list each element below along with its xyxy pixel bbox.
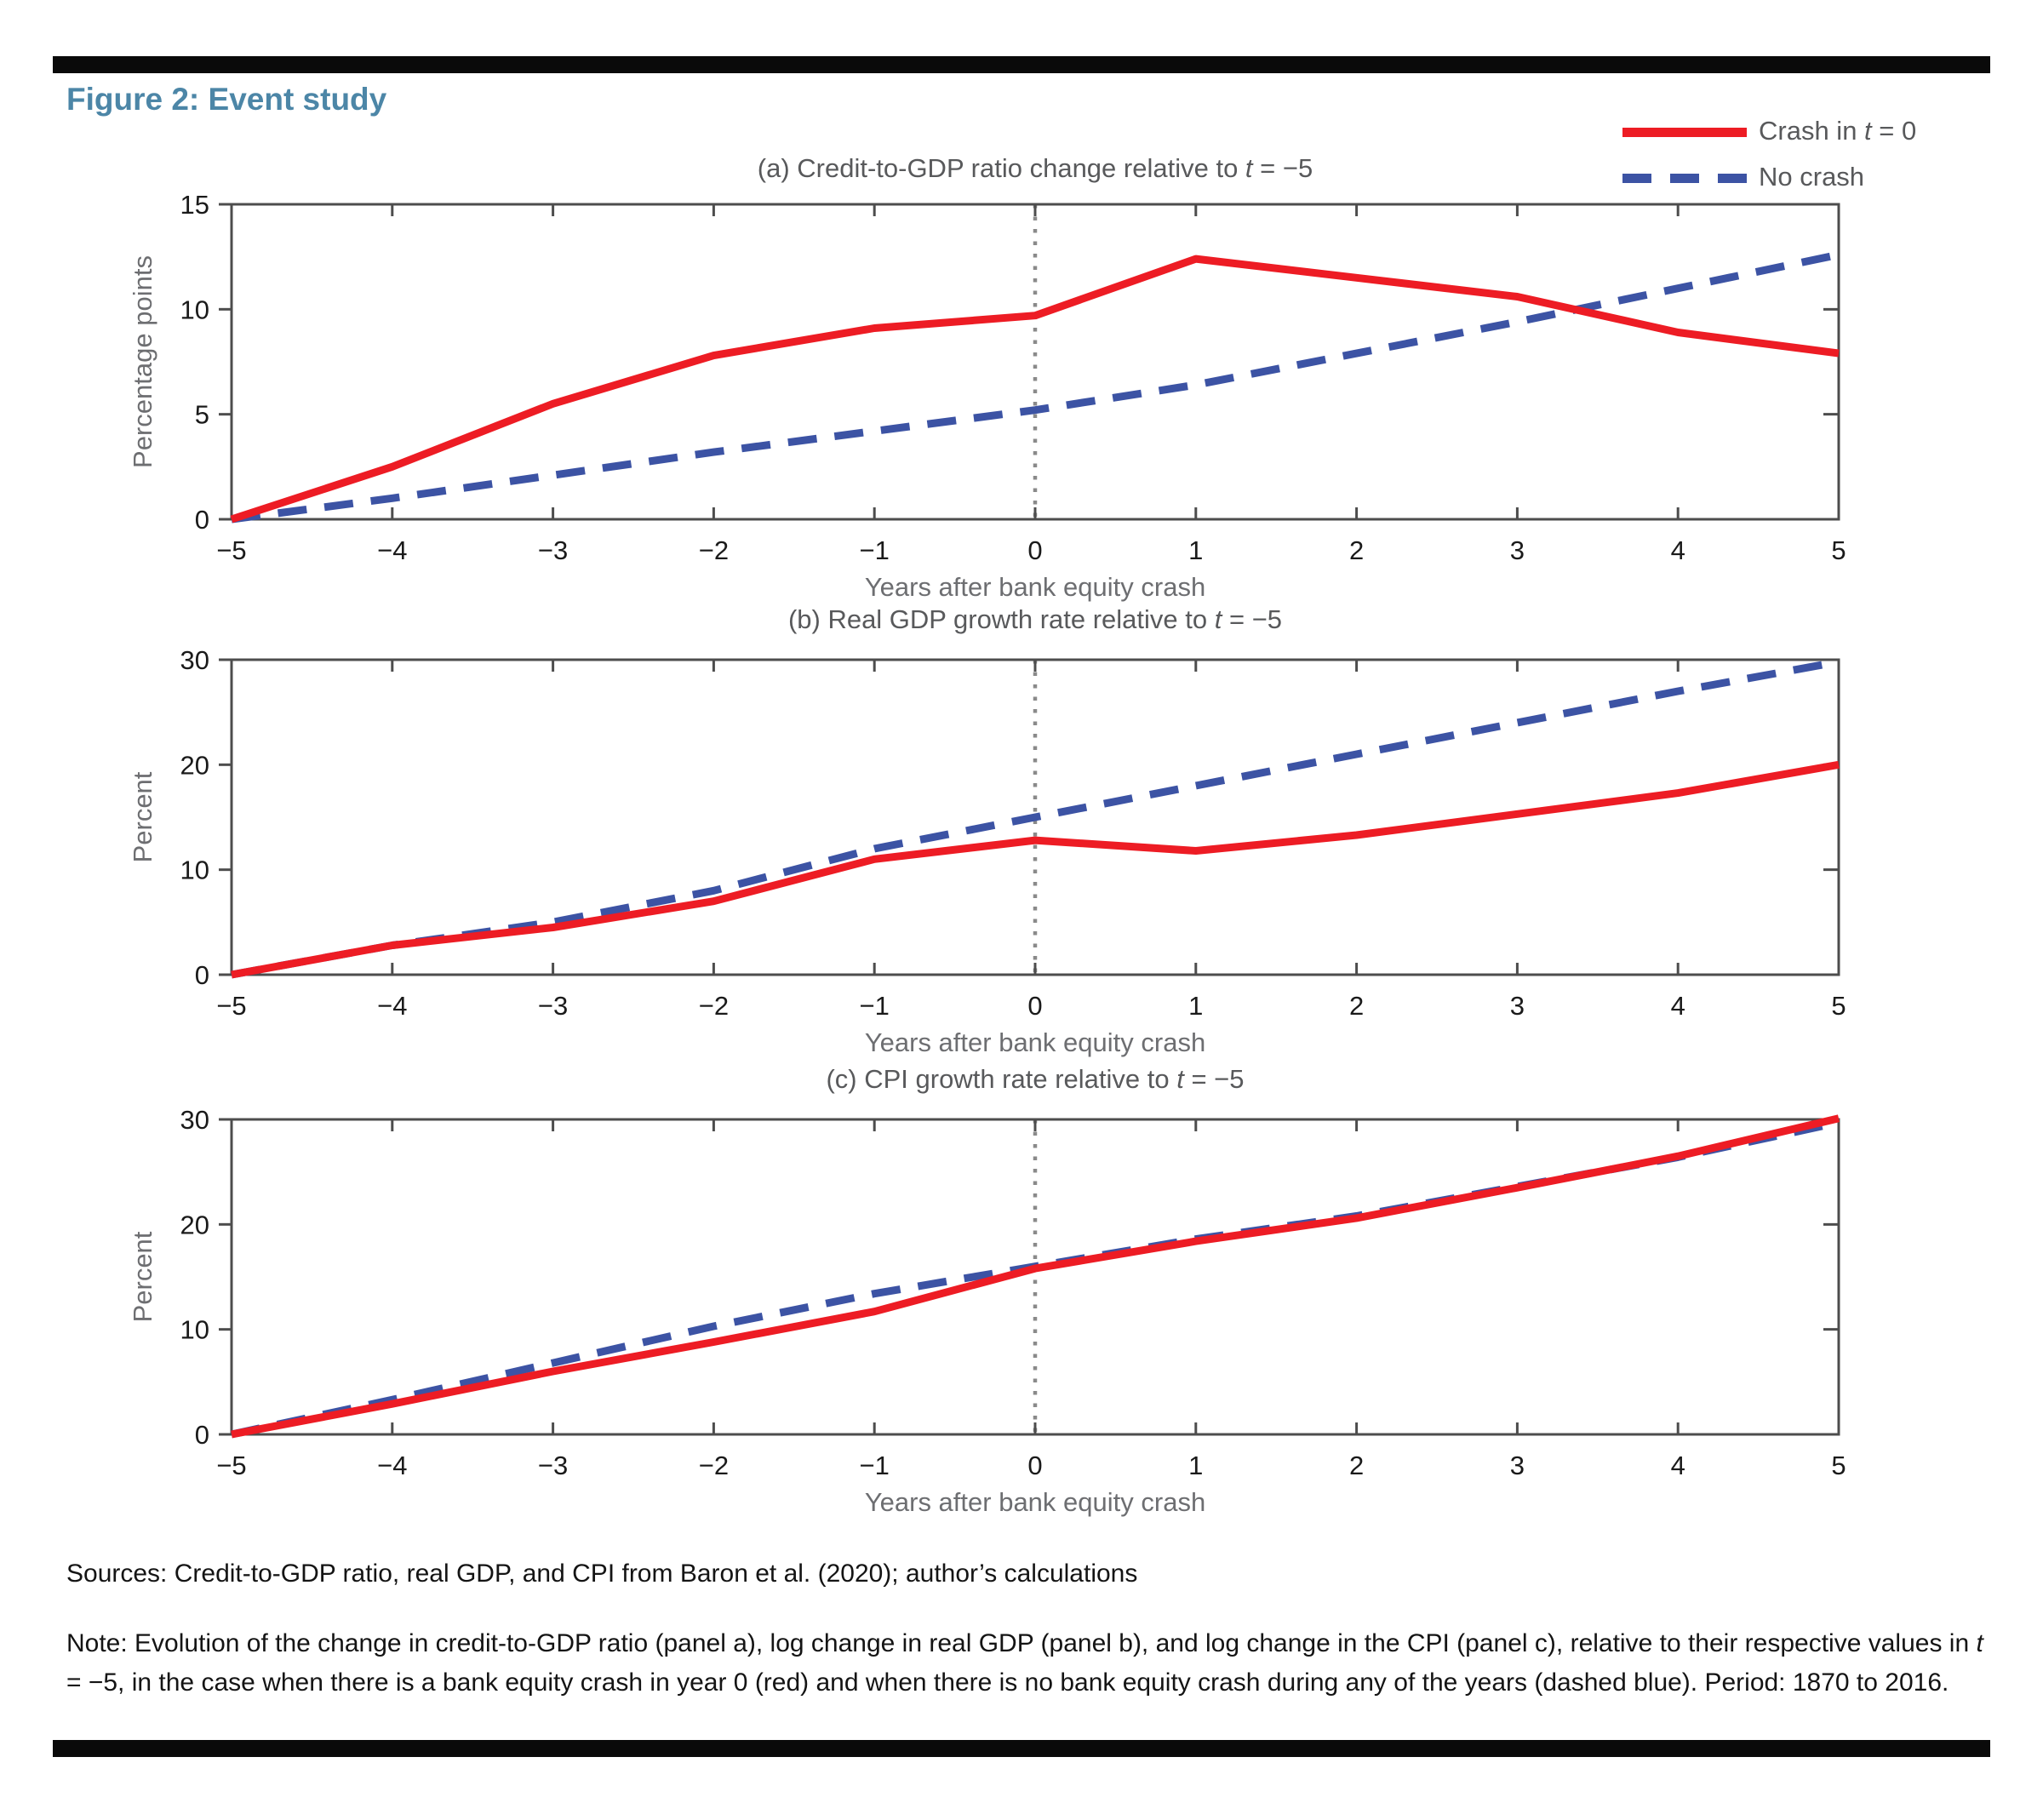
crash-line (232, 1119, 1839, 1434)
x-tick-label: 5 (1831, 535, 1846, 565)
sources-text: Sources: Credit-to-GDP ratio, real GDP, and CPI from Baron et al. (2020); author’s calculations (66, 1560, 1138, 1588)
x-tick-label: −5 (216, 991, 247, 1021)
x-tick-label: 4 (1670, 1451, 1685, 1480)
x-tick-label: 0 (1027, 535, 1043, 565)
y-tick-label: 30 (180, 645, 209, 675)
x-tick-label: 2 (1348, 1451, 1365, 1480)
x-tick-label: −2 (698, 1451, 730, 1480)
crash-line-icon (1622, 128, 1747, 137)
top-rule (53, 56, 1990, 73)
x-tick-label: −2 (698, 991, 730, 1021)
x-tick-label: 4 (1670, 535, 1685, 565)
y-axis-label: Percent (128, 771, 157, 863)
y-axis-label: Percentage points (128, 255, 157, 468)
x-tick-label: 1 (1188, 535, 1204, 565)
x-tick-label: −1 (859, 1451, 890, 1480)
x-tick-label: 4 (1670, 991, 1685, 1021)
y-tick-label: 5 (194, 399, 209, 430)
x-axis-label: Years after bank equity crash (864, 1027, 1206, 1057)
y-tick-label: 0 (194, 1420, 209, 1450)
x-tick-label: 3 (1509, 1451, 1525, 1480)
y-tick-label: 15 (180, 190, 209, 220)
y-tick-label: 20 (180, 750, 209, 781)
x-tick-label: −4 (377, 535, 408, 565)
x-tick-label: −4 (377, 1451, 408, 1480)
x-tick-label: −4 (377, 991, 408, 1021)
legend-no-crash-label: No crash (1759, 162, 1865, 192)
x-tick-label: 2 (1348, 991, 1365, 1021)
y-axis-label: Percent (128, 1231, 157, 1323)
panel-b-title: (b) Real GDP growth rate relative to t = −5 (787, 604, 1283, 634)
panel-c-title: (c) CPI growth rate relative to t = −5 (826, 1064, 1245, 1094)
legend-crash-label: Crash in t = 0 (1759, 116, 1917, 146)
panel-b-chart (0, 643, 2043, 1085)
x-tick-label: −1 (859, 991, 890, 1021)
y-tick-label: 10 (180, 295, 209, 325)
y-tick-label: 0 (194, 505, 209, 535)
panel-a-chart (0, 187, 2043, 630)
x-tick-label: 1 (1188, 1451, 1204, 1480)
x-tick-label: −1 (859, 535, 890, 565)
x-axis-label: Years after bank equity crash (864, 572, 1206, 602)
x-tick-label: −5 (216, 535, 247, 565)
panel-c-chart (0, 1102, 2043, 1545)
y-tick-label: 0 (194, 960, 209, 990)
note-text: Note: Evolution of the change in credit-to-GDP ratio (panel a), log change in real GDP (panel b), and log change in the CPI (panel c), relative to their respective values in t = −5, in the case when there is a bank equity crash in year 0 (red) and when there is no bank equity crash during any of the years (dashed blue). Period: 1870 to 2016. (66, 1629, 1983, 1697)
x-tick-label: 5 (1831, 1451, 1846, 1480)
x-tick-label: 3 (1509, 991, 1525, 1021)
x-tick-label: −3 (537, 1451, 569, 1480)
panel-a-title: (a) Credit-to-GDP ratio change relative to t = −5 (757, 153, 1313, 183)
y-tick-label: 10 (180, 855, 209, 885)
x-tick-label: 0 (1027, 991, 1043, 1021)
y-tick-label: 10 (180, 1314, 209, 1345)
crash-line (232, 259, 1839, 519)
x-tick-label: 3 (1509, 535, 1525, 565)
y-tick-label: 30 (180, 1105, 209, 1135)
figure-title: Figure 2: Event study (66, 82, 387, 117)
y-tick-label: 20 (180, 1210, 209, 1240)
no-crash-line (232, 662, 1839, 976)
x-tick-label: −2 (698, 535, 730, 565)
x-tick-label: 1 (1188, 991, 1204, 1021)
x-tick-label: 2 (1348, 535, 1365, 565)
x-axis-label: Years after bank equity crash (864, 1487, 1206, 1517)
x-tick-label: −3 (537, 535, 569, 565)
x-tick-label: 5 (1831, 991, 1846, 1021)
bottom-rule (53, 1740, 1990, 1757)
x-tick-label: −5 (216, 1451, 247, 1480)
x-tick-label: −3 (537, 991, 569, 1021)
x-tick-label: 0 (1027, 1451, 1043, 1480)
plot-border (232, 204, 1839, 519)
